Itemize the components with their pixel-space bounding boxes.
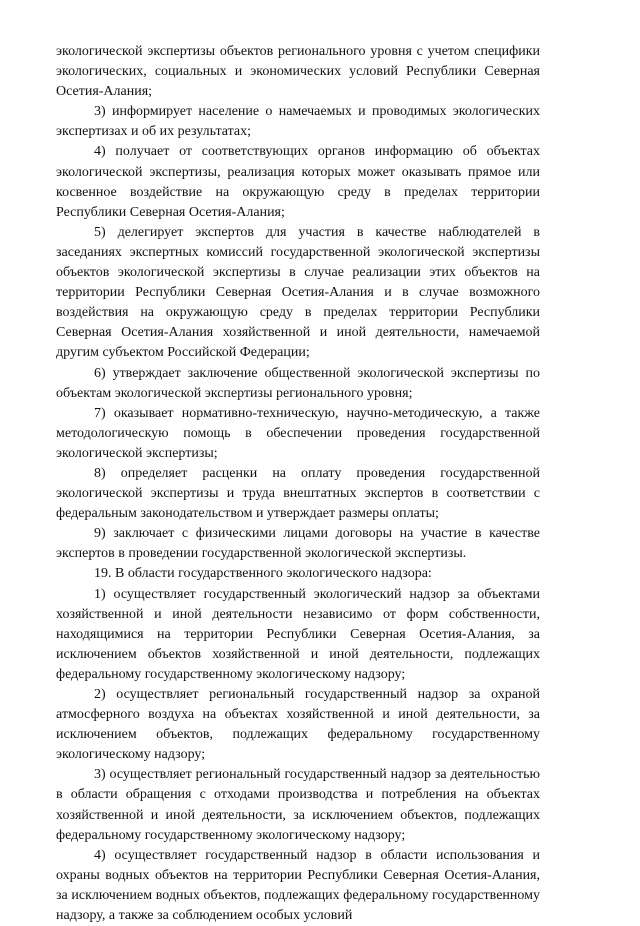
- paragraph-item-4: 4) получает от соответствующих органов информацию об объектах экологической экспертизы, реализация которых может оказывать прямое или косвенное воздействие на окружающую среду в пределах территории Республики Северная Осетия-Алания;: [56, 144, 540, 220]
- paragraph-item-6: 6) утверждает заключение общественной экологической экспертизы по объектам экологической экспертизы регионального уровня;: [56, 365, 540, 401]
- paragraph-item-7: 7) оказывает нормативно-техническую, научно-методическую, а также методологическую помощь в обеспечении проведения государственной экологической экспертизы;: [56, 405, 540, 461]
- paragraph-continuation: экологической экспертизы объектов регионального уровня с учетом специфики экологических, социальных и экономических условий Республики Северная Осетия-Алания;: [56, 44, 540, 100]
- paragraph-section19-item-2: 2) осуществляет региональный государственный надзор за охраной атмосферного воздуха на объектах хозяйственной и иной деятельности, за исключением объектов, подлежащих федеральному государственному экологическому надзору;: [56, 687, 540, 763]
- paragraph-item-8: 8) определяет расценки на оплату проведения государственной экологической экспертизы и труда внештатных экспертов в соответствии с федеральным законодательством и утверждает размеры оплаты;: [56, 465, 540, 522]
- section-heading-19: 19. В области государственного экологического надзора:: [94, 566, 432, 582]
- document-page: [56, 42, 540, 926]
- paragraph-section19-item-4: 4) осуществляет государственный надзор в области использования и охраны водных объектов на территории Республики Северная Осетия-Алания, за исключением водных объектов, подлежащих федеральному государственному надзору, а также за соблюдением особых условий: [56, 847, 540, 924]
- paragraph-item-5: 5) делегирует экспертов для участия в качестве наблюдателей в заседаниях экспертных комиссий государственной экологической экспертизы объектов экологической экспертизы в случае реализации этих объектов на территории Республики Северная Осетия-Алания и в случае возможного воздействия на окружающую среду в пределах территории Республики Северная Осетия-Алания хозяйственной и иной деятельности, намечаемой другим субъектом Российской Федерации;: [56, 224, 540, 361]
- paragraph-item-9: 9) заключает с физическими лицами договоры на участие в качестве экспертов в проведении государственной экологической экспертизы.: [56, 526, 540, 562]
- paragraph-item-3: 3) информирует население о намечаемых и проводимых экологических экспертизах и об их результатах;: [56, 104, 540, 140]
- paragraph-section19-item-3: 3) осуществляет региональный государственный надзор за деятельностью в области обращения с отходами производства и потребления на объектах хозяйственной и иной деятельности, за исключением объектов, подлежащих федеральному государственному экологическому надзору;: [56, 767, 540, 843]
- paragraph-section19-item-1: 1) осуществляет государственный экологический надзор за объектами хозяйственной и иной деятельности независимо от форм собственности, находящимися на территории Республики Северная Осетия-Алания, за исключением объектов хозяйственной и иной деятельности, подлежащих федеральному государственному экологическому надзору;: [56, 586, 540, 682]
